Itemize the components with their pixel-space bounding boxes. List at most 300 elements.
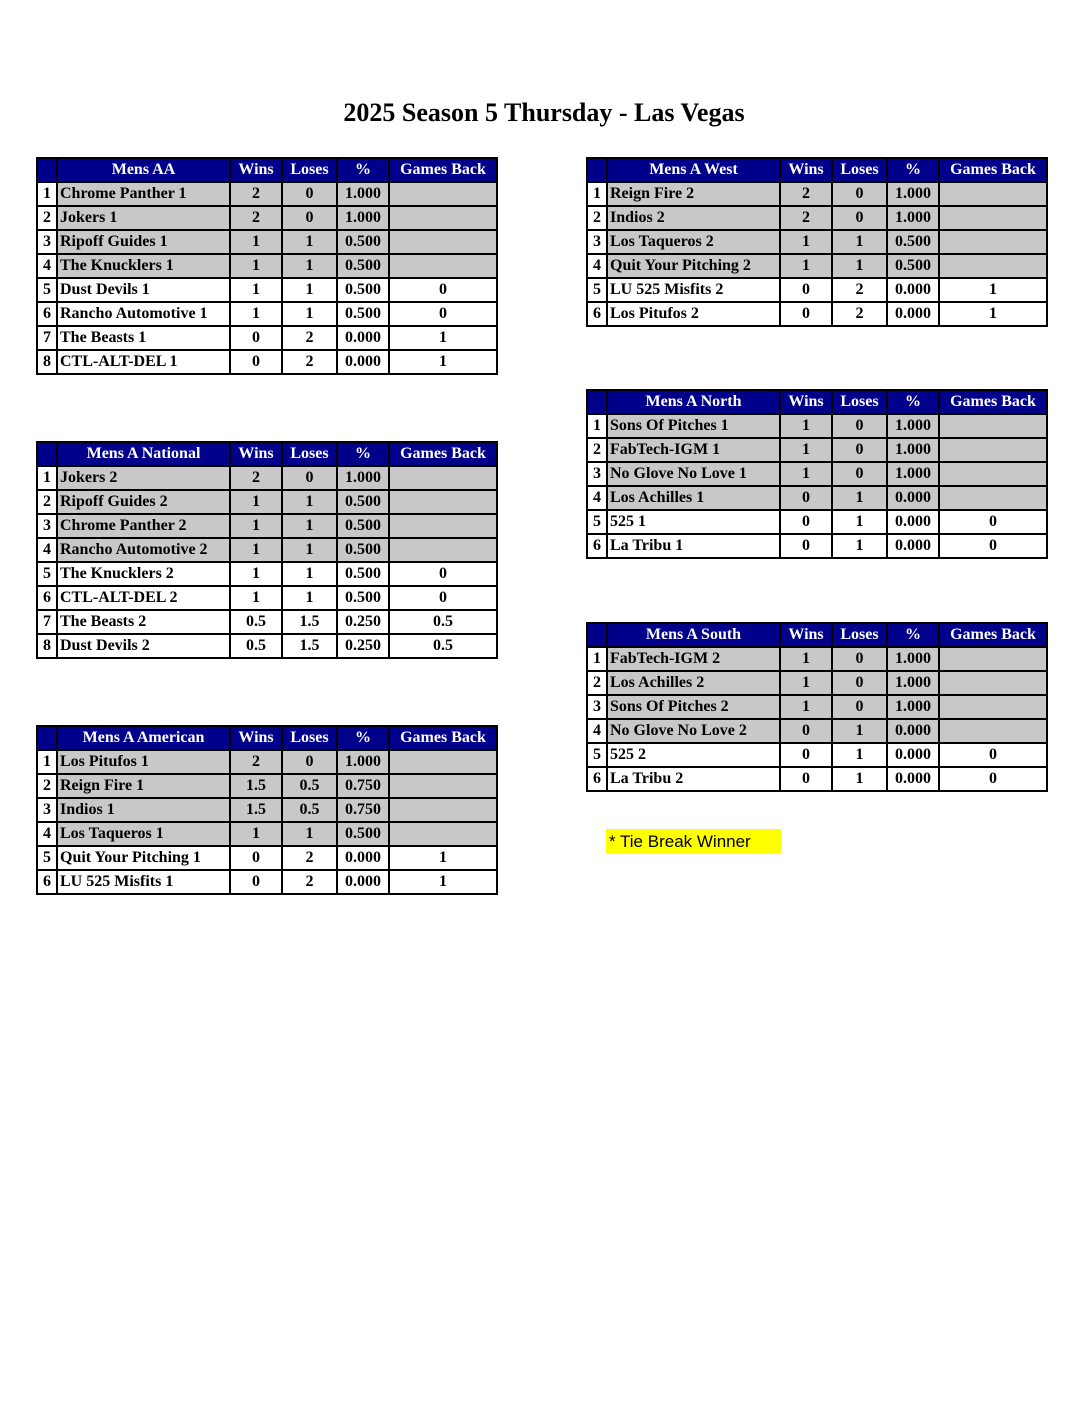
pct-cell: 0.000: [887, 278, 939, 302]
rank-cell: 2: [37, 206, 57, 230]
wins-header: Wins: [780, 623, 832, 647]
table-row: [37, 774, 497, 798]
table-header: [37, 158, 497, 182]
team-name: Chrome Panther 2: [57, 514, 230, 538]
games-back-cell: [389, 490, 497, 514]
wins-cell: 1: [230, 230, 282, 254]
pct-cell: 0.000: [887, 534, 939, 558]
loses-cell: 1: [832, 534, 887, 558]
loses-cell: 0.5: [282, 774, 337, 798]
rank-cell: 1: [587, 182, 607, 206]
wins-cell: 1.5: [230, 798, 282, 822]
rank-cell: 3: [37, 798, 57, 822]
rank-cell: 5: [587, 510, 607, 534]
wins-cell: 0.5: [230, 610, 282, 634]
loses-cell: 0: [832, 414, 887, 438]
games-back-cell: [389, 750, 497, 774]
table-row: [587, 486, 1047, 510]
pct-cell: 0.500: [337, 490, 389, 514]
standings-table-mens-aa: [36, 157, 498, 375]
wins-cell: 2: [230, 466, 282, 490]
pct-cell: 1.000: [887, 438, 939, 462]
games-back-header: Games Back: [389, 726, 497, 750]
table-row: [587, 182, 1047, 206]
team-name: No Glove No Love 1: [607, 462, 780, 486]
wins-cell: 0.5: [230, 634, 282, 658]
loses-cell: 1: [832, 230, 887, 254]
wins-cell: 1: [780, 254, 832, 278]
pct-cell: 0.000: [887, 767, 939, 791]
pct-cell: 0.750: [337, 798, 389, 822]
rank-cell: 6: [587, 534, 607, 558]
team-name: Jokers 2: [57, 466, 230, 490]
team-name: Dust Devils 2: [57, 634, 230, 658]
pct-cell: 0.500: [887, 230, 939, 254]
games-back-cell: [939, 647, 1047, 671]
wins-cell: 0: [780, 486, 832, 510]
table-row: [587, 534, 1047, 558]
table-header: [37, 442, 497, 466]
pct-cell: 0.000: [337, 350, 389, 374]
pct-cell: 0.500: [337, 538, 389, 562]
wins-cell: 1: [230, 538, 282, 562]
table-header: [587, 623, 1047, 647]
standings-table-mens-a-north: [586, 389, 1048, 559]
pct-header: %: [337, 726, 389, 750]
page-title: 2025 Season 5 Thursday - Las Vegas: [343, 98, 745, 127]
loses-header: Loses: [282, 442, 337, 466]
wins-cell: 0: [780, 534, 832, 558]
games-back-cell: 0.5: [389, 610, 497, 634]
standings-table-mens-a-american: [36, 725, 498, 895]
table-row: [37, 610, 497, 634]
rank-cell: 7: [37, 610, 57, 634]
team-name: Sons Of Pitches 1: [607, 414, 780, 438]
table-row: [587, 743, 1047, 767]
games-back-cell: 1: [939, 278, 1047, 302]
games-back-cell: 0: [389, 278, 497, 302]
team-name: The Beasts 1: [57, 326, 230, 350]
games-back-cell: [939, 182, 1047, 206]
table-row: [587, 671, 1047, 695]
team-name: Rancho Automotive 2: [57, 538, 230, 562]
pct-cell: 0.500: [337, 278, 389, 302]
games-back-cell: [939, 671, 1047, 695]
rank-cell: 4: [587, 719, 607, 743]
games-back-cell: 1: [939, 302, 1047, 326]
games-back-cell: 1: [389, 326, 497, 350]
table-row: [37, 326, 497, 350]
rank-header: [37, 158, 57, 182]
loses-cell: 2: [282, 846, 337, 870]
team-name: Jokers 1: [57, 206, 230, 230]
table-row: [37, 182, 497, 206]
games-back-header: Games Back: [389, 158, 497, 182]
games-back-cell: [389, 206, 497, 230]
pct-cell: 1.000: [337, 750, 389, 774]
rank-cell: 6: [587, 302, 607, 326]
games-back-header: Games Back: [939, 623, 1047, 647]
team-name: Los Achilles 2: [607, 671, 780, 695]
team-name: Reign Fire 2: [607, 182, 780, 206]
rank-cell: 5: [587, 743, 607, 767]
rank-cell: 5: [587, 278, 607, 302]
table-row: [37, 490, 497, 514]
loses-cell: 0: [282, 206, 337, 230]
pct-cell: 0.000: [337, 326, 389, 350]
table-row: [37, 750, 497, 774]
loses-cell: 1: [282, 822, 337, 846]
wins-cell: 1: [230, 562, 282, 586]
table-row: [587, 462, 1047, 486]
rank-cell: 6: [37, 302, 57, 326]
team-name: Sons Of Pitches 2: [607, 695, 780, 719]
wins-header: Wins: [780, 158, 832, 182]
wins-cell: 0: [230, 326, 282, 350]
table-row: [587, 302, 1047, 326]
wins-cell: 0: [780, 278, 832, 302]
loses-cell: 0: [832, 647, 887, 671]
wins-cell: 1: [780, 414, 832, 438]
rank-cell: 5: [37, 846, 57, 870]
wins-cell: 1: [780, 438, 832, 462]
games-back-cell: [389, 798, 497, 822]
table-row: [37, 562, 497, 586]
rank-cell: 4: [37, 538, 57, 562]
rank-header: [37, 442, 57, 466]
wins-cell: 1: [780, 462, 832, 486]
pct-header: %: [887, 158, 939, 182]
games-back-cell: 0: [389, 562, 497, 586]
wins-cell: 1: [230, 302, 282, 326]
rank-cell: 2: [587, 206, 607, 230]
rank-cell: 5: [37, 278, 57, 302]
rank-cell: 4: [587, 254, 607, 278]
loses-cell: 2: [282, 350, 337, 374]
games-back-cell: 0: [939, 767, 1047, 791]
games-back-cell: 1: [389, 846, 497, 870]
loses-cell: 1.5: [282, 610, 337, 634]
loses-header: Loses: [832, 623, 887, 647]
table-row: [37, 350, 497, 374]
table-row: [37, 634, 497, 658]
rank-cell: 4: [37, 254, 57, 278]
games-back-cell: [389, 254, 497, 278]
rank-cell: 1: [37, 182, 57, 206]
loses-header: Loses: [282, 158, 337, 182]
loses-cell: 1: [282, 586, 337, 610]
team-name: 525 1: [607, 510, 780, 534]
wins-cell: 2: [230, 206, 282, 230]
team-name: La Tribu 2: [607, 767, 780, 791]
loses-cell: 0: [832, 182, 887, 206]
table-row: [587, 647, 1047, 671]
rank-header: [587, 158, 607, 182]
wins-cell: 1: [780, 695, 832, 719]
rank-cell: 1: [587, 414, 607, 438]
team-name: CTL-ALT-DEL 2: [57, 586, 230, 610]
table-row: [587, 230, 1047, 254]
games-back-cell: [939, 254, 1047, 278]
rank-header: [587, 623, 607, 647]
wins-cell: 2: [230, 182, 282, 206]
table-row: [37, 846, 497, 870]
loses-cell: 1: [832, 767, 887, 791]
wins-cell: 0: [230, 350, 282, 374]
rank-cell: 8: [37, 634, 57, 658]
standings-table-mens-a-south: [586, 622, 1048, 792]
pct-cell: 1.000: [887, 182, 939, 206]
pct-cell: 0.000: [337, 846, 389, 870]
table-row: [37, 514, 497, 538]
pct-cell: 1.000: [337, 466, 389, 490]
wins-cell: 1: [230, 822, 282, 846]
games-back-cell: 0: [389, 302, 497, 326]
team-name: Los Taqueros 1: [57, 822, 230, 846]
pct-cell: 0.250: [337, 634, 389, 658]
pct-header: %: [887, 623, 939, 647]
pct-header: %: [337, 442, 389, 466]
rank-cell: 2: [37, 774, 57, 798]
games-back-cell: [939, 230, 1047, 254]
games-back-cell: 0: [389, 586, 497, 610]
loses-cell: 1: [282, 490, 337, 514]
games-back-cell: [389, 514, 497, 538]
team-name: Indios 2: [607, 206, 780, 230]
games-back-cell: 1: [389, 870, 497, 894]
rank-cell: 1: [37, 750, 57, 774]
table-row: [37, 822, 497, 846]
pct-cell: 0.000: [887, 302, 939, 326]
team-name: LU 525 Misfits 2: [607, 278, 780, 302]
loses-cell: 0: [282, 182, 337, 206]
table-row: [587, 510, 1047, 534]
standings-table-mens-a-national: [36, 441, 498, 659]
games-back-cell: [389, 230, 497, 254]
team-name: The Beasts 2: [57, 610, 230, 634]
team-name: Quit Your Pitching 1: [57, 846, 230, 870]
table-header: [587, 158, 1047, 182]
rank-cell: 8: [37, 350, 57, 374]
wins-cell: 2: [780, 182, 832, 206]
rank-cell: 5: [37, 562, 57, 586]
team-name: Los Achilles 1: [607, 486, 780, 510]
rank-header: [587, 390, 607, 414]
loses-cell: 2: [282, 326, 337, 350]
loses-cell: 0.5: [282, 798, 337, 822]
pct-cell: 0.500: [337, 586, 389, 610]
games-back-header: Games Back: [939, 158, 1047, 182]
pct-cell: 1.000: [887, 695, 939, 719]
pct-cell: 1.000: [887, 462, 939, 486]
loses-cell: 0: [832, 438, 887, 462]
wins-cell: 0: [230, 870, 282, 894]
wins-cell: 1: [780, 230, 832, 254]
rank-cell: 6: [37, 586, 57, 610]
team-name: Los Taqueros 2: [607, 230, 780, 254]
table-header: [587, 390, 1047, 414]
pct-cell: 0.250: [337, 610, 389, 634]
games-back-cell: [939, 695, 1047, 719]
wins-cell: 1: [230, 254, 282, 278]
pct-cell: 1.000: [337, 182, 389, 206]
loses-cell: 1: [282, 514, 337, 538]
rank-cell: 6: [587, 767, 607, 791]
games-back-cell: [389, 774, 497, 798]
loses-cell: 1: [832, 254, 887, 278]
wins-cell: 1: [230, 586, 282, 610]
wins-cell: 1: [780, 647, 832, 671]
pct-cell: 0.000: [887, 510, 939, 534]
wins-header: Wins: [230, 158, 282, 182]
wins-header: Wins: [780, 390, 832, 414]
pct-cell: 0.500: [337, 822, 389, 846]
rank-header: [37, 726, 57, 750]
table-row: [37, 466, 497, 490]
pct-cell: 1.000: [887, 671, 939, 695]
games-back-cell: [939, 414, 1047, 438]
pct-cell: 0.500: [887, 254, 939, 278]
rank-cell: 3: [37, 514, 57, 538]
games-back-cell: [389, 822, 497, 846]
team-name: 525 2: [607, 743, 780, 767]
table-row: [587, 719, 1047, 743]
standings-table-mens-a-west: [586, 157, 1048, 327]
rank-cell: 2: [587, 671, 607, 695]
table-row: [37, 230, 497, 254]
wins-cell: 1: [230, 514, 282, 538]
wins-cell: 0: [780, 767, 832, 791]
team-name: FabTech-IGM 2: [607, 647, 780, 671]
games-back-cell: [939, 462, 1047, 486]
loses-cell: 2: [832, 302, 887, 326]
wins-cell: 1.5: [230, 774, 282, 798]
loses-header: Loses: [832, 390, 887, 414]
table-row: [37, 254, 497, 278]
pct-cell: 0.500: [337, 302, 389, 326]
wins-cell: 2: [230, 750, 282, 774]
table-row: [587, 206, 1047, 230]
games-back-cell: 0.5: [389, 634, 497, 658]
rank-cell: 3: [587, 230, 607, 254]
table-row: [37, 586, 497, 610]
loses-cell: 2: [282, 870, 337, 894]
table-row: [37, 538, 497, 562]
pct-cell: 1.000: [887, 414, 939, 438]
loses-cell: 1: [282, 254, 337, 278]
games-back-header: Games Back: [389, 442, 497, 466]
wins-cell: 2: [780, 206, 832, 230]
division-name: Mens A National: [57, 442, 230, 466]
pct-cell: 0.750: [337, 774, 389, 798]
team-name: Reign Fire 1: [57, 774, 230, 798]
pct-cell: 1.000: [887, 206, 939, 230]
loses-cell: 1: [282, 278, 337, 302]
wins-cell: 1: [780, 671, 832, 695]
pct-cell: 0.500: [337, 562, 389, 586]
team-name: Rancho Automotive 1: [57, 302, 230, 326]
loses-cell: 1: [832, 510, 887, 534]
games-back-cell: 0: [939, 510, 1047, 534]
wins-header: Wins: [230, 442, 282, 466]
loses-cell: 0: [282, 466, 337, 490]
rank-cell: 3: [587, 695, 607, 719]
division-name: Mens AA: [57, 158, 230, 182]
table-row: [587, 695, 1047, 719]
table-row: [587, 414, 1047, 438]
games-back-cell: 0: [939, 534, 1047, 558]
team-name: Quit Your Pitching 2: [607, 254, 780, 278]
loses-cell: 1: [282, 302, 337, 326]
pct-cell: 0.000: [887, 486, 939, 510]
games-back-header: Games Back: [939, 390, 1047, 414]
games-back-cell: [389, 538, 497, 562]
pct-header: %: [337, 158, 389, 182]
table-row: [587, 767, 1047, 791]
rank-cell: 3: [587, 462, 607, 486]
games-back-cell: 0: [939, 743, 1047, 767]
loses-cell: 1: [832, 719, 887, 743]
team-name: Los Pitufos 2: [607, 302, 780, 326]
wins-cell: 1: [230, 278, 282, 302]
pct-cell: 0.000: [337, 870, 389, 894]
team-name: FabTech-IGM 1: [607, 438, 780, 462]
team-name: Ripoff Guides 1: [57, 230, 230, 254]
pct-header: %: [887, 390, 939, 414]
team-name: Los Pitufos 1: [57, 750, 230, 774]
wins-cell: 0: [780, 302, 832, 326]
loses-cell: 0: [832, 695, 887, 719]
table-row: [37, 302, 497, 326]
rank-cell: 6: [37, 870, 57, 894]
team-name: No Glove No Love 2: [607, 719, 780, 743]
table-row: [587, 438, 1047, 462]
pct-cell: 0.500: [337, 230, 389, 254]
rank-cell: 2: [37, 490, 57, 514]
table-row: [587, 254, 1047, 278]
loses-cell: 2: [832, 278, 887, 302]
rank-cell: 1: [587, 647, 607, 671]
loses-cell: 0: [282, 750, 337, 774]
rank-cell: 7: [37, 326, 57, 350]
loses-cell: 0: [832, 206, 887, 230]
tie-break-note: * Tie Break Winner: [606, 829, 781, 854]
table-row: [587, 278, 1047, 302]
team-name: Ripoff Guides 2: [57, 490, 230, 514]
table-row: [37, 206, 497, 230]
games-back-cell: [389, 466, 497, 490]
wins-cell: 0: [780, 719, 832, 743]
pct-cell: 1.000: [887, 647, 939, 671]
loses-cell: 0: [832, 462, 887, 486]
pct-cell: 0.500: [337, 254, 389, 278]
wins-cell: 1: [230, 490, 282, 514]
wins-cell: 0: [780, 510, 832, 534]
division-name: Mens A North: [607, 390, 780, 414]
games-back-cell: [939, 438, 1047, 462]
rank-cell: 1: [37, 466, 57, 490]
games-back-cell: 1: [389, 350, 497, 374]
games-back-cell: [389, 182, 497, 206]
games-back-cell: [939, 206, 1047, 230]
pct-cell: 0.000: [887, 719, 939, 743]
rank-cell: 3: [37, 230, 57, 254]
rank-cell: 4: [587, 486, 607, 510]
loses-cell: 1: [282, 562, 337, 586]
pct-cell: 1.000: [337, 206, 389, 230]
wins-cell: 0: [230, 846, 282, 870]
pct-cell: 0.000: [887, 743, 939, 767]
